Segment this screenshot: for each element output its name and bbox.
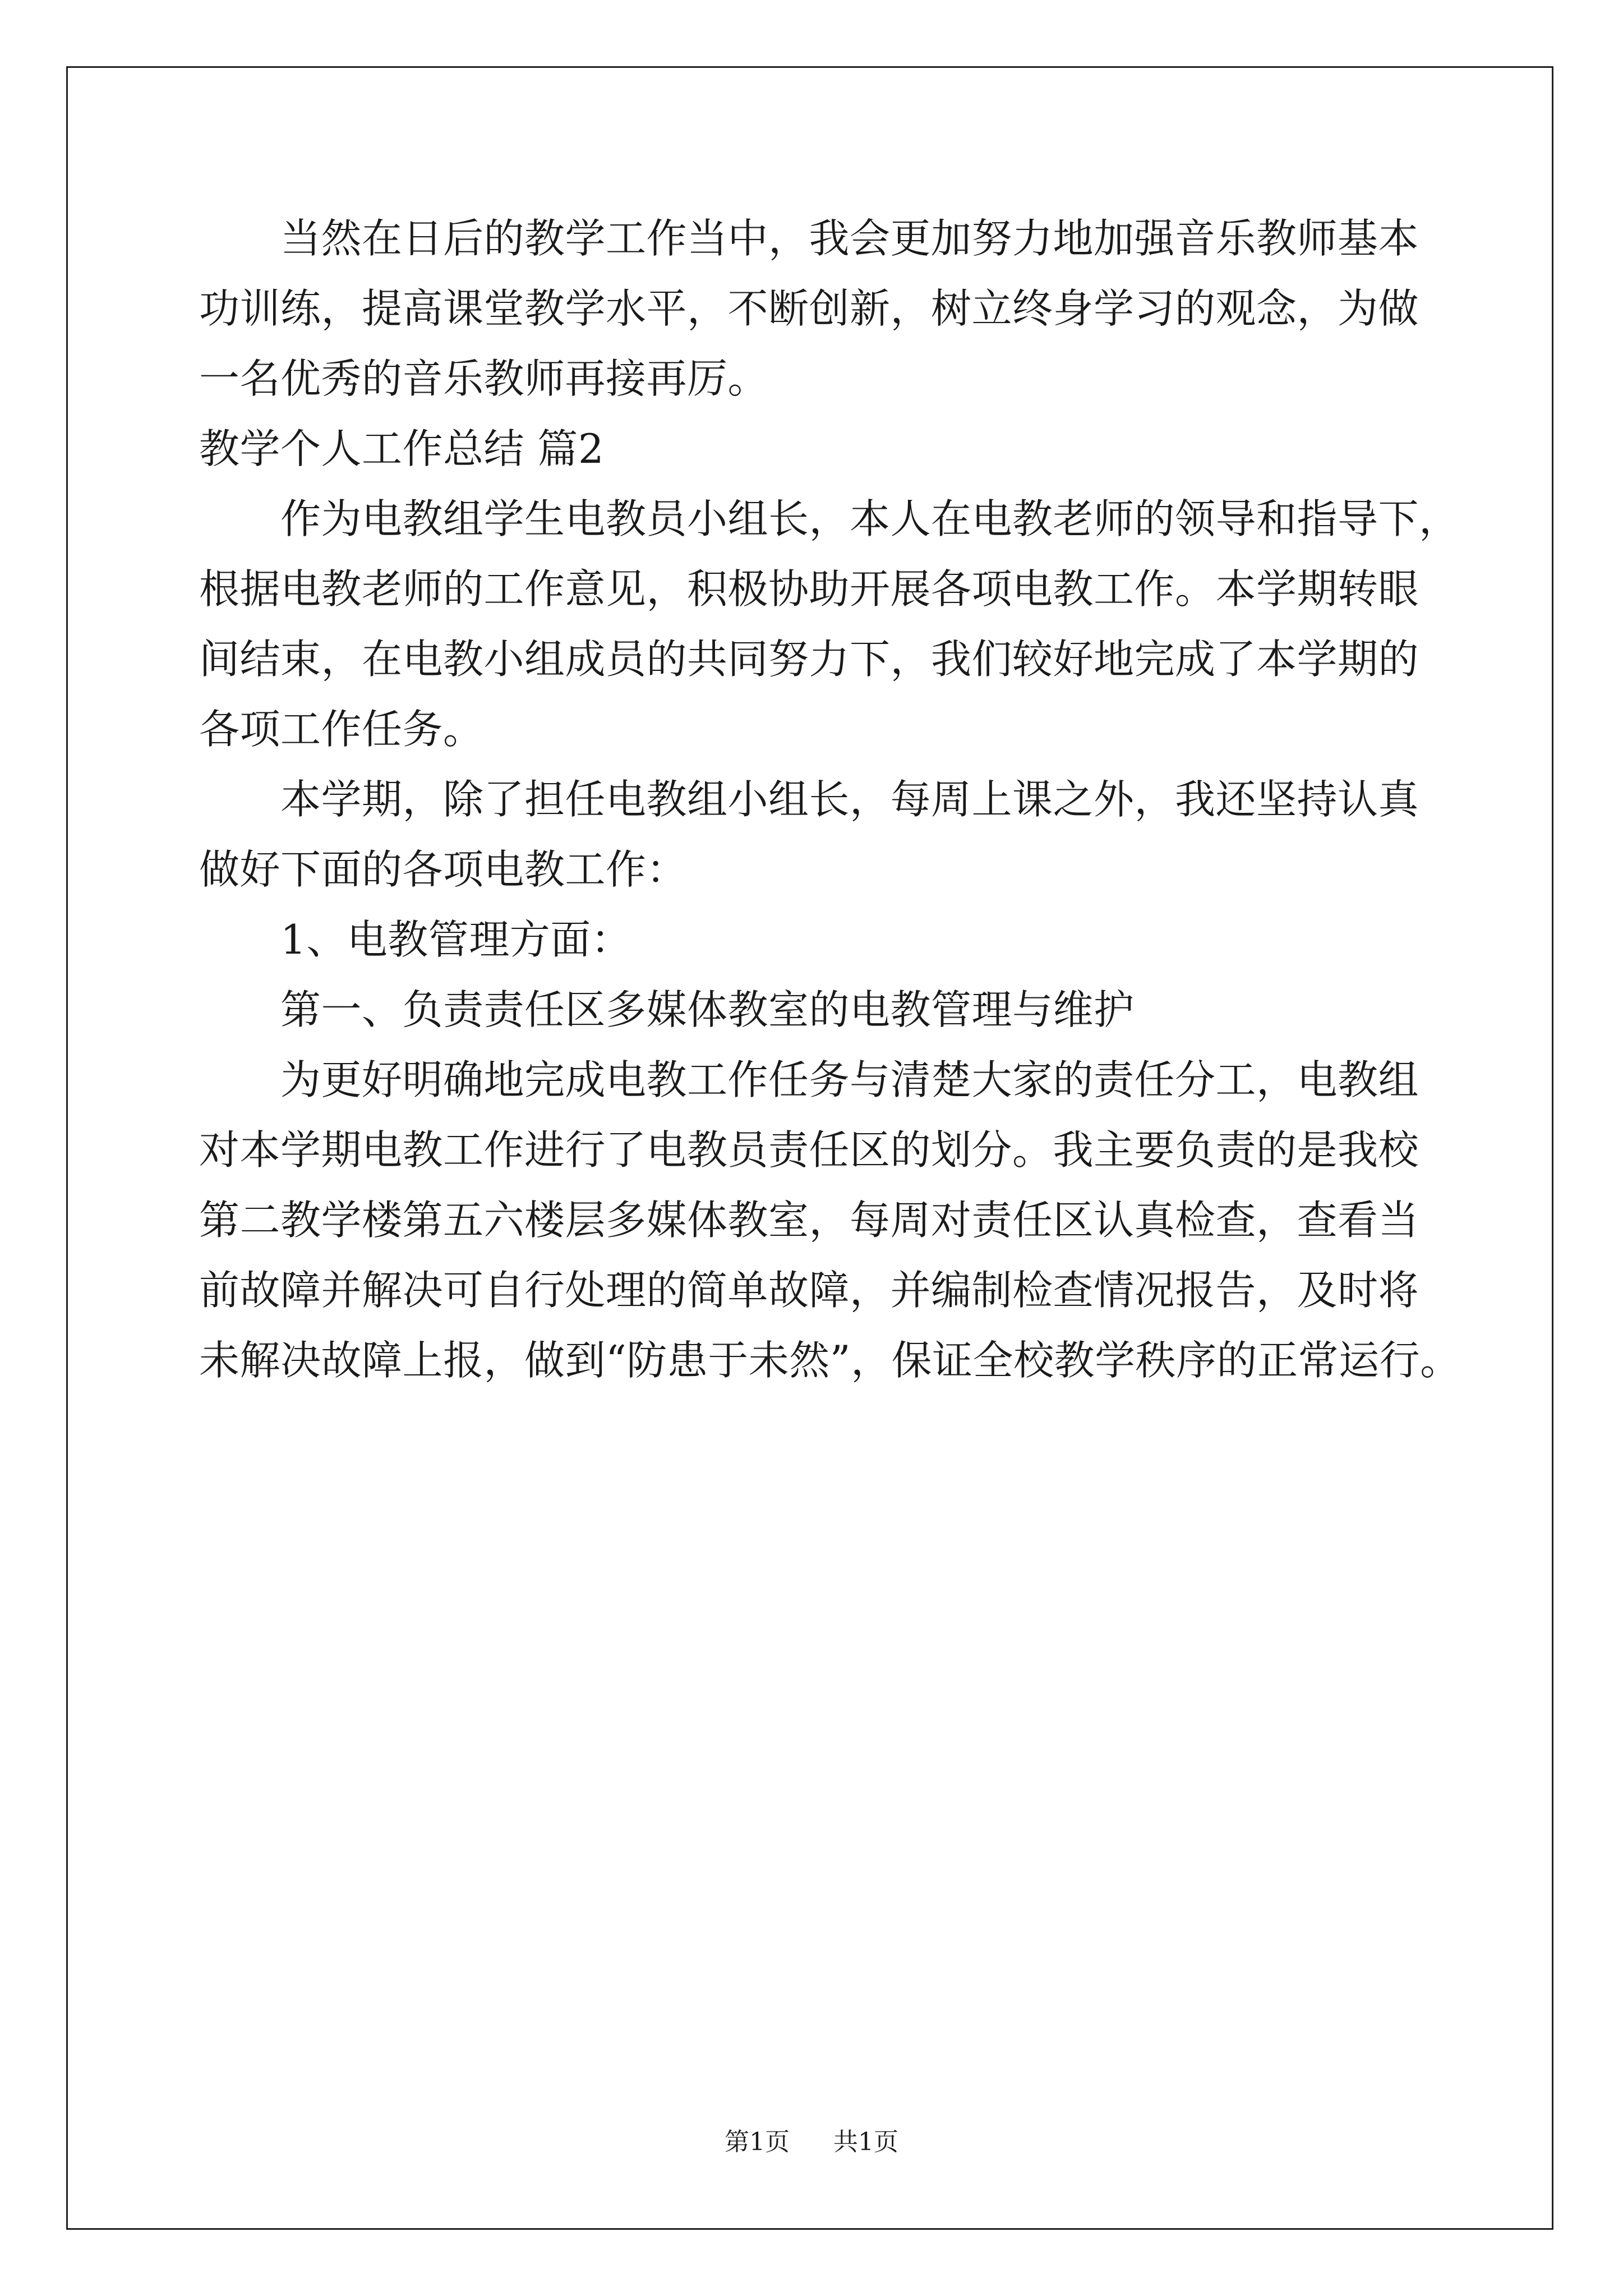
paragraph-line: 对本学期电教工作进行了电教员责任区的划分。我主要负责的是我校	[199, 1126, 1419, 1174]
paragraph-line: 前故障并解决可自行处理的简单故障，并编制检查情况报告，及时将	[199, 1267, 1419, 1314]
paragraph-line: 根据电教老师的工作意见，积极协助开展各项电教工作。本学期转眼	[199, 565, 1419, 613]
paragraph-line: 为更好明确地完成电教工作任务与清楚大家的责任分工，电教组	[280, 1056, 1419, 1103]
page-number: 第1页	[725, 2128, 790, 2156]
paragraph-line: 当然在日后的教学工作当中，我会更加努力地加强音乐教师基本	[280, 215, 1419, 262]
paragraph-line: 第二教学楼第五六楼层多媒体教室，每周对责任区认真检查，查看当	[199, 1197, 1419, 1244]
paragraph-line: 作为电教组学生电教员小组长，本人在电教老师的领导和指导下，	[280, 495, 1460, 542]
page-footer	[0, 2122, 1623, 2157]
paragraph-line: 各项工作任务。	[199, 706, 484, 753]
paragraph-line: 间结束，在电教小组成员的共同努力下，我们较好地完成了本学期的	[199, 636, 1419, 683]
paragraph-line: 一名优秀的音乐教师再接再厉。	[199, 355, 769, 402]
page-total: 共1页	[833, 2128, 898, 2156]
paragraph-line: 功训练，提高课堂教学水平，不断创新，树立终身学习的观念，为做	[199, 285, 1419, 332]
paragraph-line: 做好下面的各项电教工作：	[199, 846, 688, 893]
paragraph-line: 本学期，除了担任电教组小组长，每周上课之外，我还坚持认真	[280, 776, 1419, 823]
paragraph-line: 未解决故障上报，做到“防患于未然”，保证全校教学秩序的正常运行。	[199, 1337, 1461, 1384]
subsection-heading: 第一、负责责任区多媒体教室的电教管理与维护	[280, 986, 1135, 1033]
section-heading: 教学个人工作总结 篇2	[199, 425, 605, 472]
list-item-heading: 1、电教管理方面：	[280, 916, 632, 963]
